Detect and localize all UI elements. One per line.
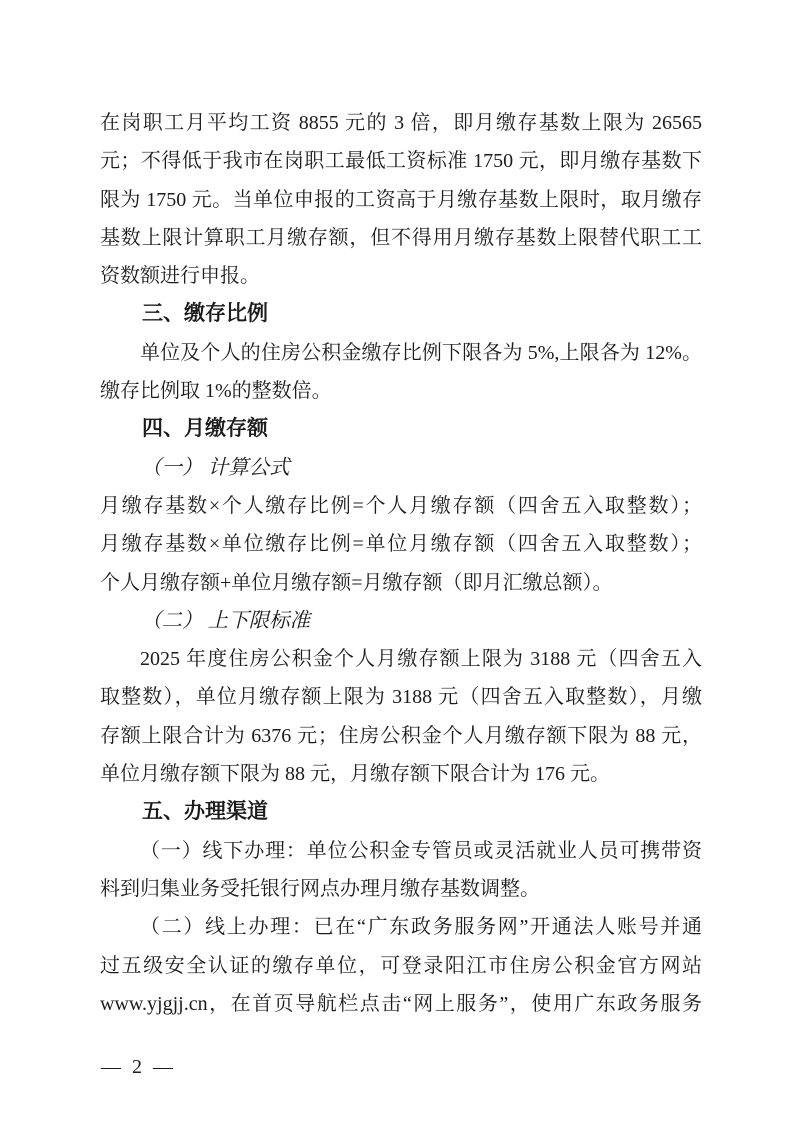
body-text-line: 在岗职工月平均工资 8855 元的 3 倍，即月缴存基数上限为 26565 xyxy=(100,112,702,134)
page-number: — 2 — xyxy=(101,1056,176,1078)
section-heading: 三、缴存比例 xyxy=(142,302,268,326)
body-text-line: 单位月缴存额下限为 88 元，月缴存额下限合计为 176 元。 xyxy=(100,763,610,786)
body-text-line: 料到归集业务受托银行网点办理月缴存基数调整。 xyxy=(100,877,540,900)
body-text-line: 过五级安全认证的缴存单位，可登录阳江市住房公积金官方网站 xyxy=(100,954,702,977)
body-text-line: 个人月缴存额+单位月缴存额=月缴存额（即月汇缴总额）。 xyxy=(100,571,613,594)
body-text-line: 缴存比例取 1%的整数倍。 xyxy=(100,380,332,403)
section-heading: 五、办理渠道 xyxy=(142,800,268,824)
body-text-line: 存额上限合计为 6376 元；住房公积金个人月缴存额下限为 88 元， xyxy=(100,724,702,747)
body-text-line: 2025 年度住房公积金个人月缴存额上限为 3188 元（四舍五入 xyxy=(140,648,702,671)
body-text-line: www.yjgjj.cn，在首页导航栏点击“网上服务”，使用广东政务服务 xyxy=(100,992,702,1015)
body-text-line: （二）线上办理：已在“广东政务服务网”开通法人账号并通 xyxy=(140,916,702,939)
section-heading: 四、月缴存额 xyxy=(142,417,268,441)
body-text-line: 月缴存基数×个人缴存比例=个人月缴存额（四舍五入取整数）； xyxy=(100,494,702,517)
body-text-line: （一）线下办理：单位公积金专管员或灵活就业人员可携带资 xyxy=(140,839,702,862)
subsection-heading: （二） 上下限标准 xyxy=(141,609,311,632)
body-text-line: 取整数），单位月缴存额上限为 3188 元（四舍五入取整数），月缴 xyxy=(100,686,702,709)
document-body xyxy=(100,104,702,1023)
body-text-line: 基数上限计算职工月缴存额，但不得用月缴存基数上限替代职工工 xyxy=(100,226,702,249)
body-text-line: 月缴存基数×单位缴存比例=单位月缴存额（四舍五入取整数）； xyxy=(100,533,702,556)
body-text-line: 限为 1750 元。当单位申报的工资高于月缴存基数上限时，取月缴存 xyxy=(100,188,702,211)
body-text-line: 资数额进行申报。 xyxy=(100,265,260,288)
body-text-line: 元；不得低于我市在岗职工最低工资标准 1750 元，即月缴存基数下 xyxy=(100,150,702,173)
subsection-heading: （一） 计算公式 xyxy=(141,456,290,479)
body-text-line: 单位及个人的住房公积金缴存比例下限各为 5%,上限各为 12%。 xyxy=(140,341,702,364)
